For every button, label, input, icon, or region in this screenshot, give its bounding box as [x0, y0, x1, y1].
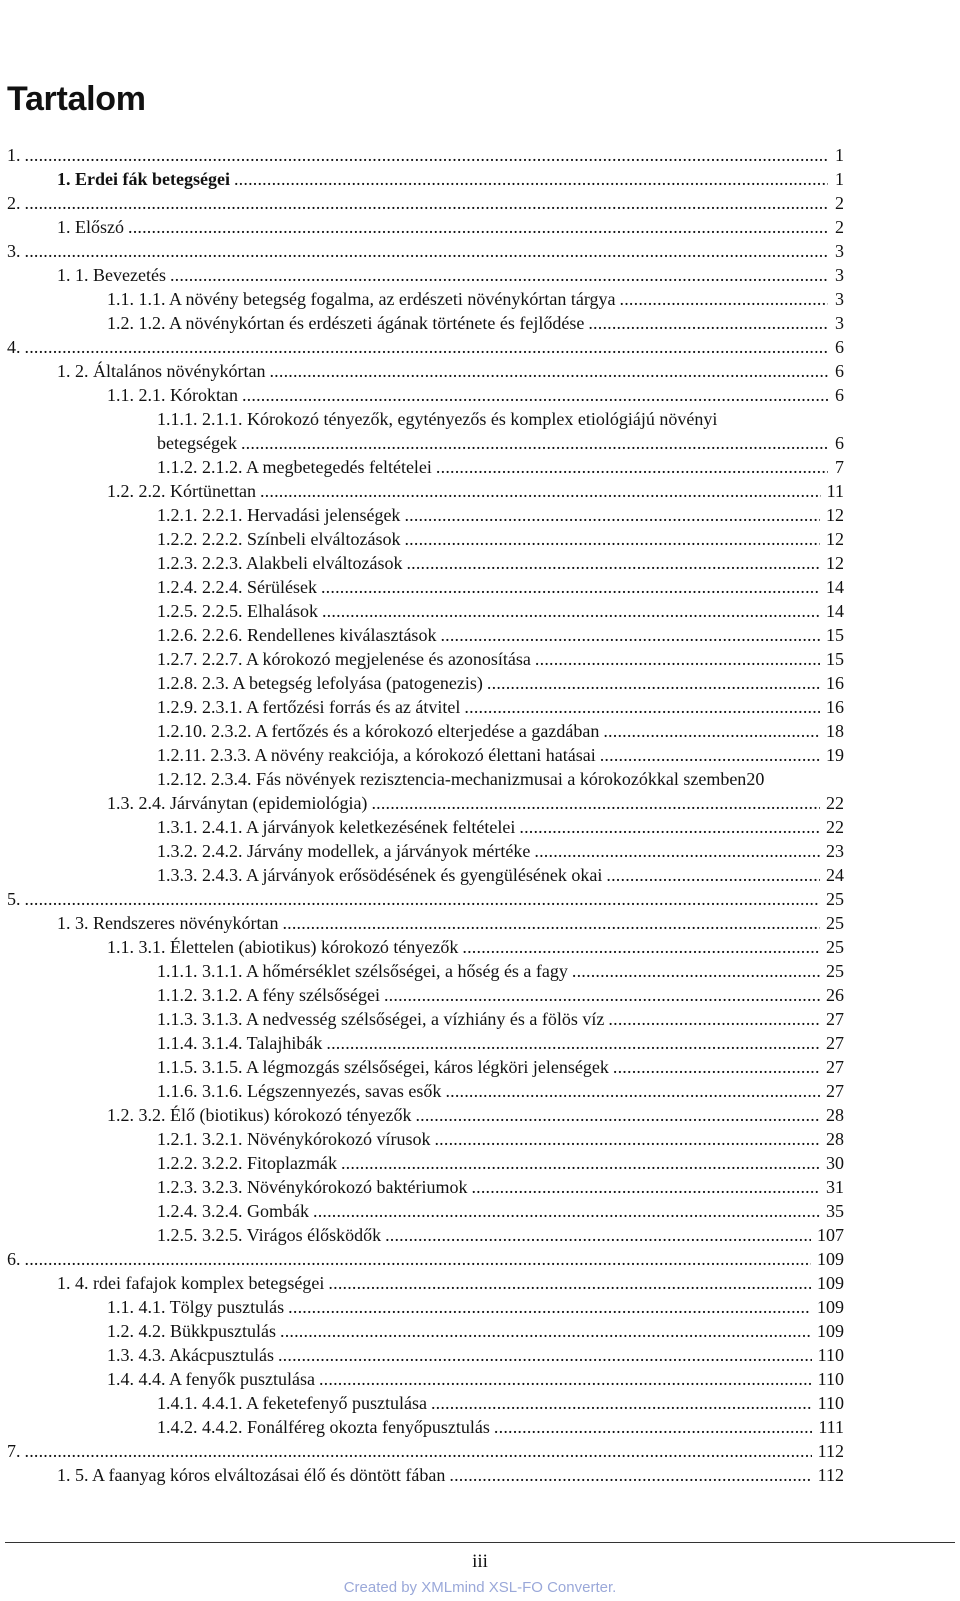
toc-entry[interactable]	[157, 695, 844, 719]
toc-dot-leader	[385, 1223, 811, 1247]
toc-page-number: 12	[826, 505, 844, 525]
toc-dot-leader	[269, 359, 828, 383]
toc-entry[interactable]	[157, 1415, 844, 1439]
toc-page-number: 109	[817, 1249, 844, 1269]
toc-entry[interactable]	[57, 1271, 844, 1295]
toc-page-number: 109	[817, 1321, 844, 1341]
toc-entry-title: 1.3. 2.4. Járványtan (epidemiológia)	[107, 793, 368, 813]
toc-entry[interactable]	[157, 599, 844, 623]
toc-entry[interactable]	[157, 839, 844, 863]
toc-entry[interactable]	[157, 863, 844, 887]
toc-dot-leader	[534, 839, 820, 863]
toc-entry-title: 1.4.1. 4.4.1. A feketefenyő pusztulása	[157, 1393, 427, 1413]
toc-dot-leader	[434, 1127, 820, 1151]
toc-entry[interactable]	[107, 1295, 844, 1319]
toc-dot-leader	[406, 551, 820, 575]
toc-entry[interactable]	[157, 1391, 844, 1415]
toc-page-number: 1	[835, 145, 844, 165]
toc-entry[interactable]	[157, 455, 844, 479]
toc-page-number: 22	[826, 793, 844, 813]
toc-entry-title: 1.1. 2.1. Kóroktan	[107, 385, 238, 405]
toc-page-number: 14	[826, 601, 844, 621]
toc-entry[interactable]	[157, 407, 844, 431]
toc-page-number: 111	[818, 1417, 844, 1437]
toc-entry-title: 1.2.3. 3.2.3. Növénykórokozó baktériumok	[157, 1177, 468, 1197]
toc-dot-leader	[322, 599, 820, 623]
toc-entry-title: 1.2.7. 2.2.7. A kórokozó megjelenése és azonosítása	[157, 649, 531, 669]
toc-dot-leader	[328, 1271, 811, 1295]
toc-entry-title: 1.2.8. 2.3. A betegség lefolyása (patogenezis)	[157, 673, 483, 693]
toc-entry-title: 1.1. 4.1. Tölgy pusztulás	[107, 1297, 285, 1317]
toc-dot-leader	[25, 143, 829, 167]
toc-entry[interactable]	[107, 311, 844, 335]
toc-entry-title: 1.2.12. 2.3.4. Fás növények rezisztencia-mechanizmusai a kórokozókkal szemben	[157, 769, 747, 789]
toc-dot-leader	[535, 647, 820, 671]
toc-dot-leader	[321, 575, 820, 599]
toc-entry[interactable]	[157, 1079, 844, 1103]
toc-page-number: 109	[817, 1273, 844, 1293]
toc-entry[interactable]	[157, 575, 844, 599]
toc-entry-title: 1.2.1. 2.2.1. Hervadási jelenségek	[157, 505, 401, 525]
toc-page-number: 2	[835, 217, 844, 237]
toc-dot-leader	[600, 743, 820, 767]
toc-dot-leader	[241, 431, 828, 455]
toc-entry-title: 1. Előszó	[57, 217, 124, 237]
toc-entry-title: 1.2.6. 2.2.6. Rendellenes kiválasztások	[157, 625, 437, 645]
toc-entry-title: 1.	[7, 145, 21, 165]
toc-page-number: 15	[826, 649, 844, 669]
toc-dot-leader	[471, 1175, 820, 1199]
toc-entry-title: 1. 2. Általános növénykórtan	[57, 361, 266, 381]
toc-dot-leader	[384, 983, 820, 1007]
toc-dot-leader	[128, 215, 828, 239]
toc-entry-title: 1.2.2. 3.2.2. Fitoplazmák	[157, 1153, 337, 1173]
toc-dot-leader	[519, 815, 820, 839]
toc-page-number: 35	[826, 1201, 844, 1221]
toc-entry[interactable]	[157, 1007, 844, 1031]
toc-page-number: 112	[817, 1441, 844, 1461]
toc-entry[interactable]	[7, 239, 844, 263]
toc-dot-leader	[608, 1007, 820, 1031]
toc-page-number: 3	[835, 313, 844, 333]
toc-dot-leader	[234, 167, 828, 191]
toc-dot-leader	[326, 1031, 820, 1055]
toc-entry-title: 1.1. 3.1. Élettelen (abiotikus) kórokozó tényezők	[107, 937, 459, 957]
toc-dot-leader	[25, 191, 829, 215]
page-number: iii	[472, 1551, 488, 1572]
toc-entry-title: 4.	[7, 337, 21, 357]
toc-page-number: 12	[826, 553, 844, 573]
toc-entry-title: 1. 3. Rendszeres növénykórtan	[57, 913, 279, 933]
toc-entry[interactable]	[157, 1175, 844, 1199]
toc-entry[interactable]	[157, 1151, 844, 1175]
toc-dot-leader	[464, 695, 820, 719]
toc-entry-title: 5.	[7, 889, 21, 909]
toc-page-number: 3	[835, 289, 844, 309]
toc-entry[interactable]	[57, 167, 844, 191]
toc-page-number: 22	[826, 817, 844, 837]
toc-page-number: 27	[826, 1033, 844, 1053]
toc-page-number: 25	[826, 961, 844, 981]
toc-dot-leader	[25, 887, 821, 911]
toc-entry-title: 1.1.3. 3.1.3. A nedvesség szélsőségei, a vízhiány és a fölös víz	[157, 1009, 605, 1029]
toc-entry[interactable]	[157, 623, 844, 647]
toc-dot-leader	[260, 479, 821, 503]
toc-entry[interactable]	[157, 1127, 844, 1151]
toc-entry-title: 1.2. 2.2. Kórtünettan	[107, 481, 256, 501]
toc-entry-title: 1.2.4. 2.2.4. Sérülések	[157, 577, 317, 597]
toc-entry[interactable]	[107, 1343, 844, 1367]
toc-dot-leader	[449, 1463, 811, 1487]
toc-dot-leader	[462, 935, 820, 959]
toc-entry[interactable]	[107, 479, 844, 503]
toc-page-number: 14	[826, 577, 844, 597]
toc-entry[interactable]	[7, 1247, 844, 1271]
toc-dot-leader	[341, 1151, 820, 1175]
toc-entry[interactable]	[157, 503, 844, 527]
toc-dot-leader	[613, 1055, 820, 1079]
toc-entry[interactable]	[157, 431, 844, 455]
toc-entry-title: 1.2.3. 2.2.3. Alakbeli elváltozások	[157, 553, 403, 573]
toc-entry-title: 1.2. 4.2. Bükkpusztulás	[107, 1321, 276, 1341]
toc-dot-leader	[603, 719, 820, 743]
toc-dot-leader	[288, 1295, 811, 1319]
toc-entry-title: 1.1. 1.1. A növény betegség fogalma, az erdészeti növénykórtan tárgya	[107, 289, 616, 309]
toc-dot-leader	[431, 1391, 812, 1415]
toc-entry-title: 1.3.2. 2.4.2. Járvány modellek, a járványok mértéke	[157, 841, 531, 861]
toc-page-number: 16	[826, 673, 844, 693]
toc-dot-leader	[404, 503, 820, 527]
toc-entry-title: 1.1.2. 3.1.2. A fény szélsőségei	[157, 985, 380, 1005]
toc-entry[interactable]	[107, 1103, 844, 1127]
toc-page-number: 2	[835, 193, 844, 213]
toc-entry[interactable]	[157, 527, 844, 551]
toc-entry-title: 1.1.1. 2.1.1. Kórokozó tényezők, egytényezős és komplex etiológiájú növényi	[157, 409, 718, 429]
toc-dot-leader	[445, 1079, 820, 1103]
toc-dot-leader	[319, 1367, 812, 1391]
converter-watermark: Created by XMLmind XSL-FO Converter.	[343, 1579, 617, 1596]
toc-dot-leader	[242, 383, 828, 407]
toc-page-number: 27	[826, 1057, 844, 1077]
toc-page-number: 7	[835, 457, 844, 477]
toc-entry[interactable]	[157, 551, 844, 575]
toc-dot-leader	[487, 671, 820, 695]
toc-page-number: 20	[746, 769, 765, 789]
toc-entry[interactable]	[157, 1223, 844, 1247]
toc-entry[interactable]	[157, 767, 864, 791]
toc-entry[interactable]	[107, 1319, 844, 1343]
toc-entry[interactable]	[57, 359, 844, 383]
toc-page-number: 18	[826, 721, 844, 741]
toc-entry-title: 1.4. 4.4. A fenyők pusztulása	[107, 1369, 315, 1389]
toc-page-number: 27	[826, 1009, 844, 1029]
toc-entry[interactable]	[157, 671, 844, 695]
toc-page-number: 3	[835, 241, 844, 261]
toc-page-number: 110	[817, 1345, 844, 1365]
toc-dot-leader	[606, 863, 820, 887]
toc-page-number: 12	[826, 529, 844, 549]
toc-entry-title: 1.1.1. 3.1.1. A hőmérséklet szélsőségei, a hőség és a fagy	[157, 961, 568, 981]
toc-page-number: 25	[826, 889, 844, 909]
toc-dot-leader	[25, 1247, 812, 1271]
toc-entry[interactable]	[157, 815, 844, 839]
toc-dot-leader	[494, 1415, 812, 1439]
toc-entry[interactable]	[57, 263, 844, 287]
toc-entry[interactable]	[157, 1055, 844, 1079]
toc-entry-title: 1.3. 4.3. Akácpusztulás	[107, 1345, 274, 1365]
toc-entry[interactable]	[7, 335, 844, 359]
toc-dot-leader	[25, 1439, 812, 1463]
toc-dot-leader	[440, 623, 820, 647]
toc-entry-title: 2.	[7, 193, 21, 213]
toc-entry[interactable]	[7, 887, 844, 911]
toc-page-number: 15	[826, 625, 844, 645]
toc-entry-title: 1. 4. rdei fafajok komplex betegségei	[57, 1273, 325, 1293]
toc-dot-leader	[280, 1319, 811, 1343]
toc-entry-title: 1.2.1. 3.2.1. Növénykórokozó vírusok	[157, 1129, 431, 1149]
toc-dot-leader	[572, 959, 820, 983]
toc-dot-leader	[436, 455, 828, 479]
toc-entry-title: 1.2.10. 2.3.2. A fertőzés és a kórokozó elterjedése a gazdában	[157, 721, 600, 741]
toc-page-number: 30	[826, 1153, 844, 1173]
toc-entry-title: 1. Erdei fák betegségei	[57, 169, 230, 189]
toc-entry[interactable]	[107, 1367, 844, 1391]
toc-entry[interactable]	[57, 911, 844, 935]
toc-entry[interactable]	[57, 1463, 844, 1487]
toc-entry-title: 1.3.3. 2.4.3. A járványok erősödésének és gyengülésének okai	[157, 865, 603, 885]
toc-dot-leader	[25, 335, 829, 359]
toc-page-number: 107	[817, 1225, 844, 1245]
toc-entry[interactable]	[7, 191, 844, 215]
toc-entry-title: 1.2.11. 2.3.3. A növény reakciója, a kórokozó élettani hatásai	[157, 745, 596, 765]
toc-entry-title: 1.2.2. 2.2.2. Színbeli elváltozások	[157, 529, 401, 549]
toc-entry-title: 1.2.9. 2.3.1. A fertőzési forrás és az átvitel	[157, 697, 461, 717]
toc-entry-title: 1. 1. Bevezetés	[57, 265, 166, 285]
toc-page-number: 6	[835, 337, 844, 357]
toc-entry[interactable]	[107, 791, 844, 815]
toc-entry-title: 3.	[7, 241, 21, 261]
toc-dot-leader	[620, 287, 828, 311]
toc-dot-leader	[25, 239, 829, 263]
toc-dot-leader	[404, 527, 820, 551]
toc-page-number: 19	[826, 745, 844, 765]
toc-entry-title: 1.2. 1.2. A növénykórtan és erdészeti ágának története és fejlődése	[107, 313, 585, 333]
toc-entry-title: 1.2.4. 3.2.4. Gombák	[157, 1201, 309, 1221]
toc-page-number: 6	[835, 433, 844, 453]
toc-entry-title: 1.1.4. 3.1.4. Talajhibák	[157, 1033, 323, 1053]
toc-page-number: 11	[826, 481, 844, 501]
toc-entry-title: 1.2. 3.2. Élő (biotikus) kórokozó tényezők	[107, 1105, 412, 1125]
footer-divider	[5, 1542, 955, 1543]
toc-entry-title: 1.2.5. 3.2.5. Virágos élősködők	[157, 1225, 382, 1245]
toc-page-number: 25	[826, 937, 844, 957]
toc-entry[interactable]	[157, 1199, 844, 1223]
toc-page-number: 28	[826, 1129, 844, 1149]
toc-entry-title: 1.4.2. 4.4.2. Fonálféreg okozta fenyőpusztulás	[157, 1417, 490, 1437]
toc-entry[interactable]	[57, 215, 844, 239]
toc-page-number: 27	[826, 1081, 844, 1101]
toc-entry[interactable]	[107, 935, 844, 959]
toc-entry-title: 6.	[7, 1249, 21, 1269]
toc-entry[interactable]	[157, 983, 844, 1007]
toc-dot-leader	[371, 791, 820, 815]
toc-page-number: 110	[817, 1369, 844, 1389]
toc-entry[interactable]	[157, 719, 844, 743]
toc-entry-title: 7.	[7, 1441, 21, 1461]
toc-dot-leader	[278, 1343, 812, 1367]
toc-entry[interactable]	[7, 143, 844, 167]
toc-entry[interactable]	[107, 383, 844, 407]
toc-dot-leader	[588, 311, 828, 335]
toc-entry[interactable]	[157, 743, 844, 767]
toc-page-number: 110	[817, 1393, 844, 1413]
toc-entry-title: 1.1.2. 2.1.2. A megbetegedés feltételei	[157, 457, 432, 477]
toc-page-number: 16	[826, 697, 844, 717]
toc-page-number: 112	[817, 1465, 844, 1485]
toc-entry[interactable]	[7, 1439, 844, 1463]
toc-dot-leader	[170, 263, 828, 287]
toc-entry-title: 1.3.1. 2.4.1. A járványok keletkezésének feltételei	[157, 817, 516, 837]
toc-page-number: 6	[835, 361, 844, 381]
toc-page-number: 3	[835, 265, 844, 285]
toc-page-number: 6	[835, 385, 844, 405]
toc-dot-leader	[415, 1103, 820, 1127]
toc-entry-title: 1. 5. A faanyag kóros elváltozásai élő és döntött fában	[57, 1465, 446, 1485]
toc-page-number: 23	[826, 841, 844, 861]
toc-entry-title: 1.2.5. 2.2.5. Elhalások	[157, 601, 318, 621]
toc-page-number: 31	[826, 1177, 844, 1197]
toc-entry[interactable]	[157, 959, 844, 983]
toc-entry-title: 1.1.5. 3.1.5. A légmozgás szélsőségei, káros légköri jelenségek	[157, 1057, 609, 1077]
toc-entry[interactable]	[157, 647, 844, 671]
toc-page-number: 28	[826, 1105, 844, 1125]
toc-page-number: 24	[826, 865, 844, 885]
toc-dot-leader	[282, 911, 820, 935]
toc-entry[interactable]	[157, 1031, 844, 1055]
toc-page-number: 109	[817, 1297, 844, 1317]
toc-page-number: 25	[826, 913, 844, 933]
toc-page-number: 26	[826, 985, 844, 1005]
toc-page-number: 1	[835, 169, 844, 189]
toc-entry-title: betegségek	[157, 433, 237, 453]
toc-entry[interactable]	[107, 287, 844, 311]
toc-dot-leader	[313, 1199, 820, 1223]
toc-entry-title: 1.1.6. 3.1.6. Légszennyezés, savas esők	[157, 1081, 442, 1101]
page-title: Tartalom	[7, 80, 146, 118]
